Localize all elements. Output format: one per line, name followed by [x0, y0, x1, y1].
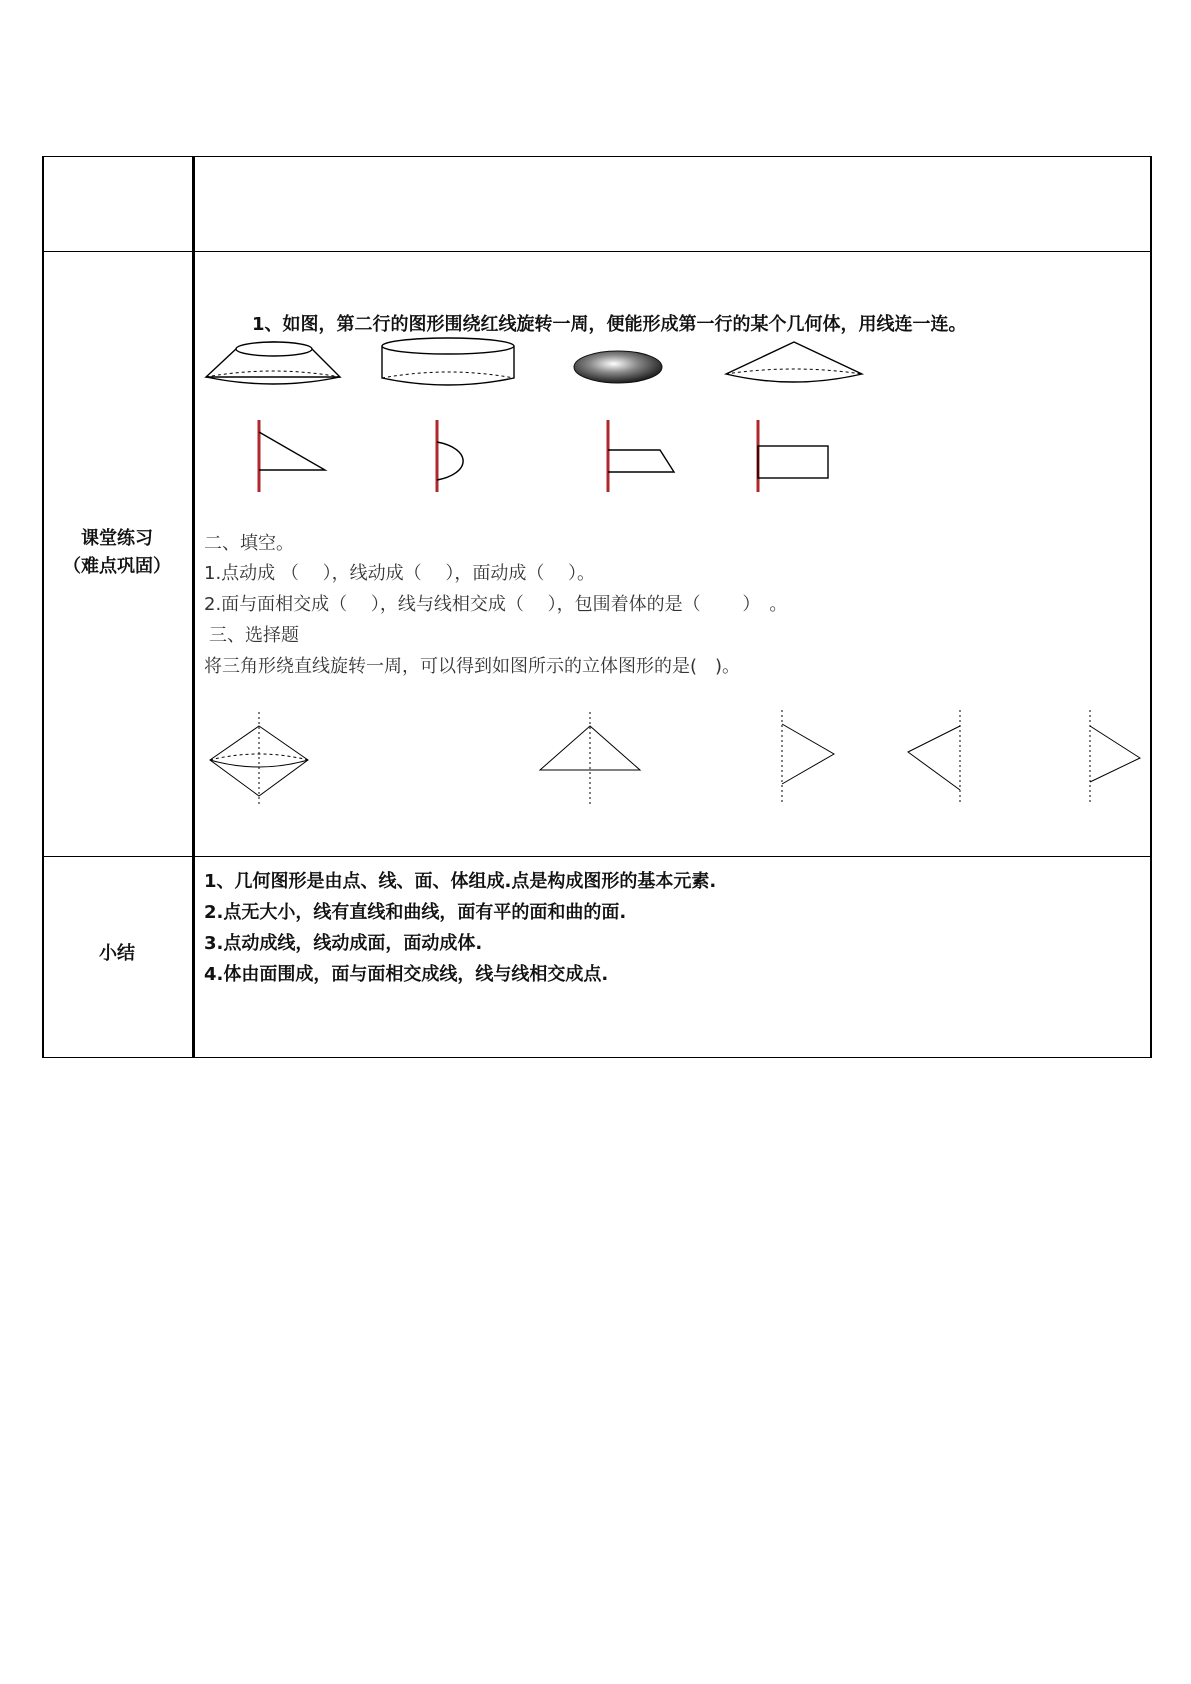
practice-label-line2: （难点巩固）	[63, 556, 171, 577]
fill-question-2: 2.面与面相交成（ ），线与线相交成（ ），包围着体的是（ ） 。	[204, 594, 788, 615]
summary-line-4: 4.体由面围成，面与面相交成线，线与线相交成点.	[204, 964, 609, 985]
table-border-right	[1150, 156, 1152, 1058]
fill-question-1: 1.点动成 （ ），线动成（ ），面动成（ ）。	[204, 563, 596, 584]
trapezoid-with-axis	[604, 420, 704, 494]
table-border-bottom	[42, 1057, 1152, 1058]
table-border-left	[42, 156, 44, 1058]
cone-figure	[724, 340, 864, 390]
choice-question-prompt: 将三角形绕直线旋转一周，可以得到如图所示的立体图形的是( )。	[204, 656, 741, 677]
practice-label	[42, 525, 192, 581]
triangle-left-of-axis-figure	[904, 710, 966, 802]
table-row-divider-2	[42, 856, 1152, 857]
right-triangle-with-axis	[255, 420, 375, 494]
table-border-divider	[192, 156, 195, 1058]
summary-line-2: 2.点无大小，线有直线和曲线，面有平的面和曲的面.	[204, 902, 627, 923]
double-cone-figure	[204, 712, 314, 804]
lesson-table	[42, 156, 1152, 1058]
semicircle-with-axis	[433, 420, 513, 494]
question-1-prompt: 1、如图，第二行的图形围绕红线旋转一周，便能形成第一行的某个几何体，用线连一连。	[252, 314, 967, 335]
sphere-figure	[572, 350, 664, 384]
frustum-figure	[204, 339, 344, 389]
practice-label-line1: 课堂练习	[81, 528, 153, 549]
summary-label: 小结	[99, 943, 135, 964]
section-3-title: 三、选择题	[209, 625, 299, 646]
triangle-right-of-axis-figure	[778, 710, 844, 802]
rectangle-with-axis	[754, 420, 854, 494]
table-row-divider-1	[42, 251, 1152, 252]
cylinder-figure	[378, 336, 518, 388]
summary-line-3: 3.点动成线，线动成面，面动成体.	[204, 933, 483, 954]
triangle-right-of-axis-figure-2	[1086, 710, 1146, 802]
section-2-title: 二、填空。	[204, 533, 294, 554]
isosceles-triangle-axis-figure	[534, 712, 646, 804]
summary-line-1: 1、几何图形是由点、线、面、体组成.点是构成图形的基本元素.	[204, 871, 717, 892]
table-border-top	[42, 156, 1152, 157]
